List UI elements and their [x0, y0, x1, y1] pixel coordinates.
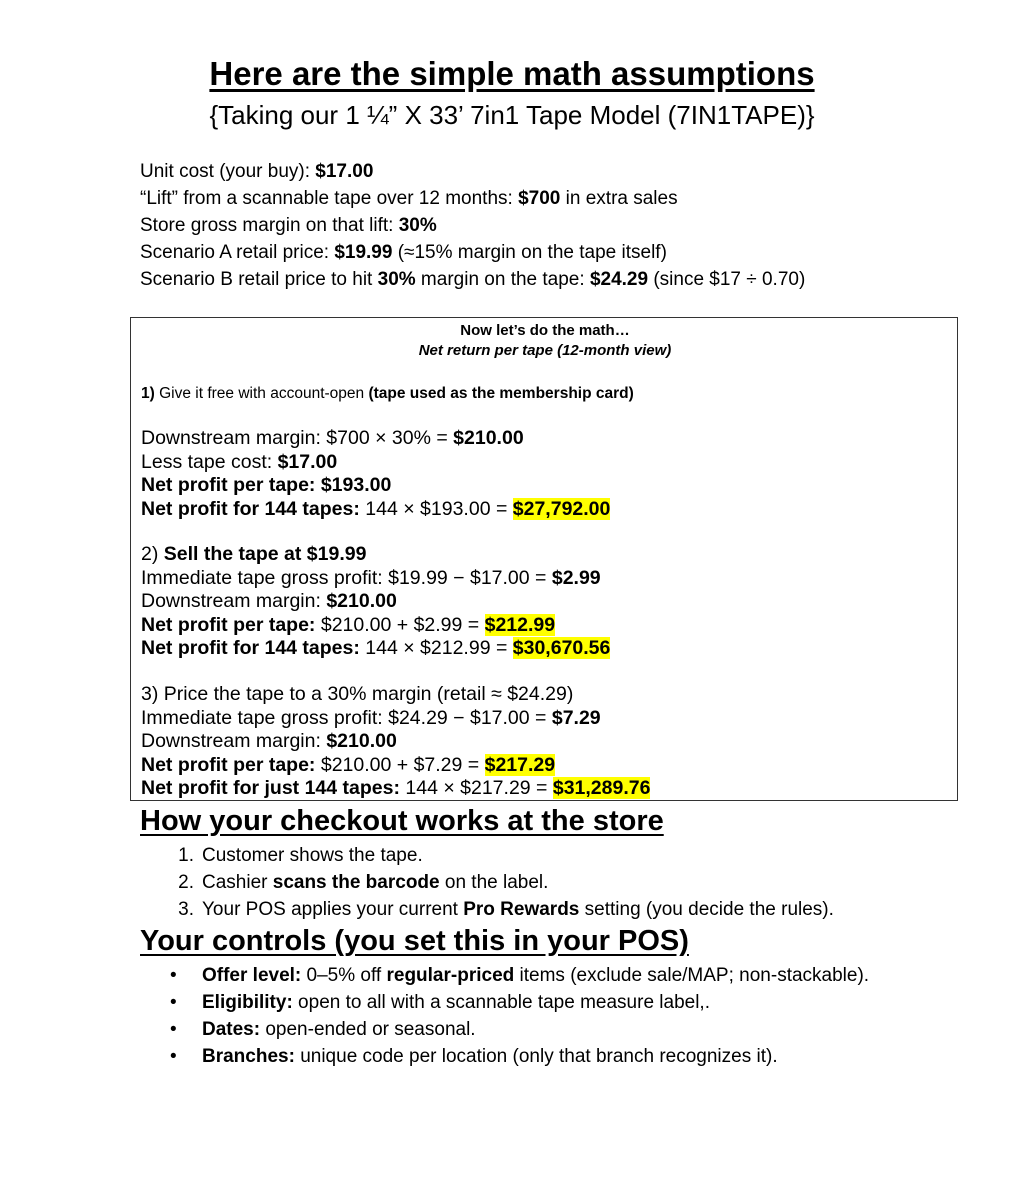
highlight-value: $217.29 — [484, 753, 556, 776]
item-text: 0–5% off — [301, 965, 387, 986]
label: Unit cost (your buy): — [140, 161, 316, 182]
label: Net profit for just 144 tapes: — [141, 777, 400, 799]
list-item — [164, 896, 834, 923]
item-label: Branches: — [202, 1046, 295, 1067]
item-text: setting (you decide the rules). — [579, 899, 834, 920]
item-number: 1. — [178, 845, 194, 866]
highlight-value: $212.99 — [484, 613, 556, 636]
assumption-scenario-a — [140, 239, 805, 266]
s3-line-4 — [141, 777, 650, 801]
page-title: Here are the simple math assumptions — [209, 55, 815, 92]
s1-line-4 — [141, 498, 610, 522]
s2-title — [141, 543, 610, 567]
list-item — [164, 962, 869, 989]
s3-title: 3) Price the tape to a 30% margin (retail ≈ $24.29) — [141, 683, 574, 705]
label: Immediate tape gross profit: $19.99 − $17.00 = — [141, 566, 552, 589]
s3-line-1 — [141, 707, 650, 731]
assumption-margin — [140, 212, 805, 239]
label: Downstream margin: — [141, 590, 327, 612]
math-heading: Now let’s do the math… — [460, 322, 630, 339]
num: 2) — [141, 543, 164, 565]
item-number: 2. — [178, 872, 194, 893]
value: $210.00 — [326, 730, 397, 752]
item-label: Eligibility: — [202, 992, 293, 1013]
s3-line-3 — [141, 754, 650, 778]
expr: $210.00 + $2.99 = — [315, 613, 485, 636]
bullet-icon: • — [170, 1046, 177, 1067]
assumptions-list — [140, 158, 805, 293]
list-item — [164, 869, 834, 896]
label: Downstream margin: — [141, 730, 327, 752]
expr: 144 × $217.29 = — [399, 777, 553, 799]
item-bold: regular-priced — [386, 965, 515, 986]
item-label: Dates: — [202, 1019, 261, 1040]
mid: margin on the tape: — [415, 269, 590, 290]
text: Give it free with account-open — [154, 385, 369, 402]
highlight-value: $31,289.76 — [552, 777, 651, 799]
value: $700 — [518, 188, 561, 209]
s2-line-1 — [141, 567, 610, 591]
highlight-value: $30,670.56 — [512, 637, 611, 659]
scenario-1-block — [141, 427, 610, 521]
value: $7.29 — [551, 706, 601, 729]
expr: 144 × $212.99 = — [359, 637, 513, 659]
label: Scenario A retail price: — [140, 242, 335, 263]
label: Immediate tape gross profit: $24.29 − $17.00 = — [141, 706, 552, 729]
list-item — [164, 842, 834, 869]
item-text: on the label. — [439, 872, 549, 893]
value: $17.00 — [277, 450, 338, 473]
assumption-scenario-b — [140, 266, 805, 293]
assumption-unit-cost — [140, 158, 805, 185]
bullet-icon: • — [170, 992, 177, 1013]
label: Net profit for 144 tapes: — [141, 497, 360, 520]
label: Less tape cost: — [141, 450, 278, 473]
note: (≈15% margin on the tape itself) — [392, 242, 667, 263]
bold-text: (tape used as the membership card) — [368, 385, 634, 402]
label: Net profit per tape: — [141, 613, 316, 636]
expr: 144 × $193.00 = — [359, 497, 513, 520]
item-text: Cashier — [202, 872, 273, 893]
controls-heading: Your controls (you set this in your POS) — [140, 925, 689, 957]
item-bold: scans the barcode — [272, 872, 440, 893]
value: Net profit per tape: $193.00 — [141, 474, 392, 496]
note: (since $17 ÷ 0.70) — [648, 269, 806, 290]
page-subtitle: {Taking our 1 ¼” X 33’ 7in1 Tape Model (7IN1TAPE)} — [209, 100, 815, 130]
item-bold: Pro Rewards — [463, 899, 580, 920]
item-text: open-ended or seasonal. — [260, 1019, 476, 1040]
item-text: Customer shows the tape. — [202, 845, 423, 866]
bullet-icon: • — [170, 965, 177, 986]
s2-line-4 — [141, 637, 610, 661]
item-text: open to all with a scannable tape measure label,. — [292, 992, 710, 1013]
s1-line-3 — [141, 474, 610, 498]
item-text: unique code per location (only that branch recognizes it). — [294, 1046, 778, 1067]
list-item — [164, 1043, 869, 1070]
label: Net profit for 144 tapes: — [141, 637, 360, 659]
label: Downstream margin: $700 × 30% = — [141, 427, 454, 449]
s2-line-2 — [141, 590, 610, 614]
scenario-1-heading — [141, 384, 634, 404]
label: “Lift” from a scannable tape over 12 months: — [140, 188, 519, 209]
checkout-steps — [164, 842, 834, 923]
controls-list — [164, 962, 869, 1070]
item-label: Offer level: — [202, 965, 302, 986]
bullet-icon: • — [170, 1019, 177, 1040]
value: $210.00 — [453, 427, 524, 449]
value: 30% — [398, 215, 437, 236]
title: Sell the tape at $19.99 — [163, 543, 367, 565]
label: Store gross margin on that lift: — [140, 215, 399, 236]
value: $210.00 — [326, 590, 397, 612]
s1-line-2 — [141, 451, 610, 475]
item-number: 3. — [178, 899, 194, 920]
math-subheading: Net return per tape (12-month view) — [418, 342, 672, 359]
item-text: Your POS applies your current — [202, 899, 464, 920]
item-text: items (exclude sale/MAP; non-stackable). — [514, 965, 870, 986]
list-item — [164, 1016, 869, 1043]
value: $2.99 — [551, 566, 601, 589]
value: $24.29 — [589, 269, 649, 290]
expr: $210.00 + $7.29 = — [315, 753, 485, 776]
margin: 30% — [377, 269, 416, 290]
s2-line-3 — [141, 614, 610, 638]
label: Net profit per tape: — [141, 753, 316, 776]
suffix: in extra sales — [560, 188, 678, 209]
s3-line-2 — [141, 730, 650, 754]
scenario-2-block — [141, 543, 610, 661]
label: Scenario B retail price to hit — [140, 269, 378, 290]
value: $17.00 — [315, 161, 374, 182]
scenario-3-block — [141, 683, 650, 801]
value: $19.99 — [334, 242, 393, 263]
assumption-lift — [140, 185, 805, 212]
highlight-value: $27,792.00 — [512, 497, 611, 520]
s1-line-1 — [141, 427, 610, 451]
num: 1) — [141, 385, 155, 402]
list-item — [164, 989, 869, 1016]
checkout-heading: How your checkout works at the store — [140, 805, 664, 837]
math-box — [130, 317, 958, 801]
